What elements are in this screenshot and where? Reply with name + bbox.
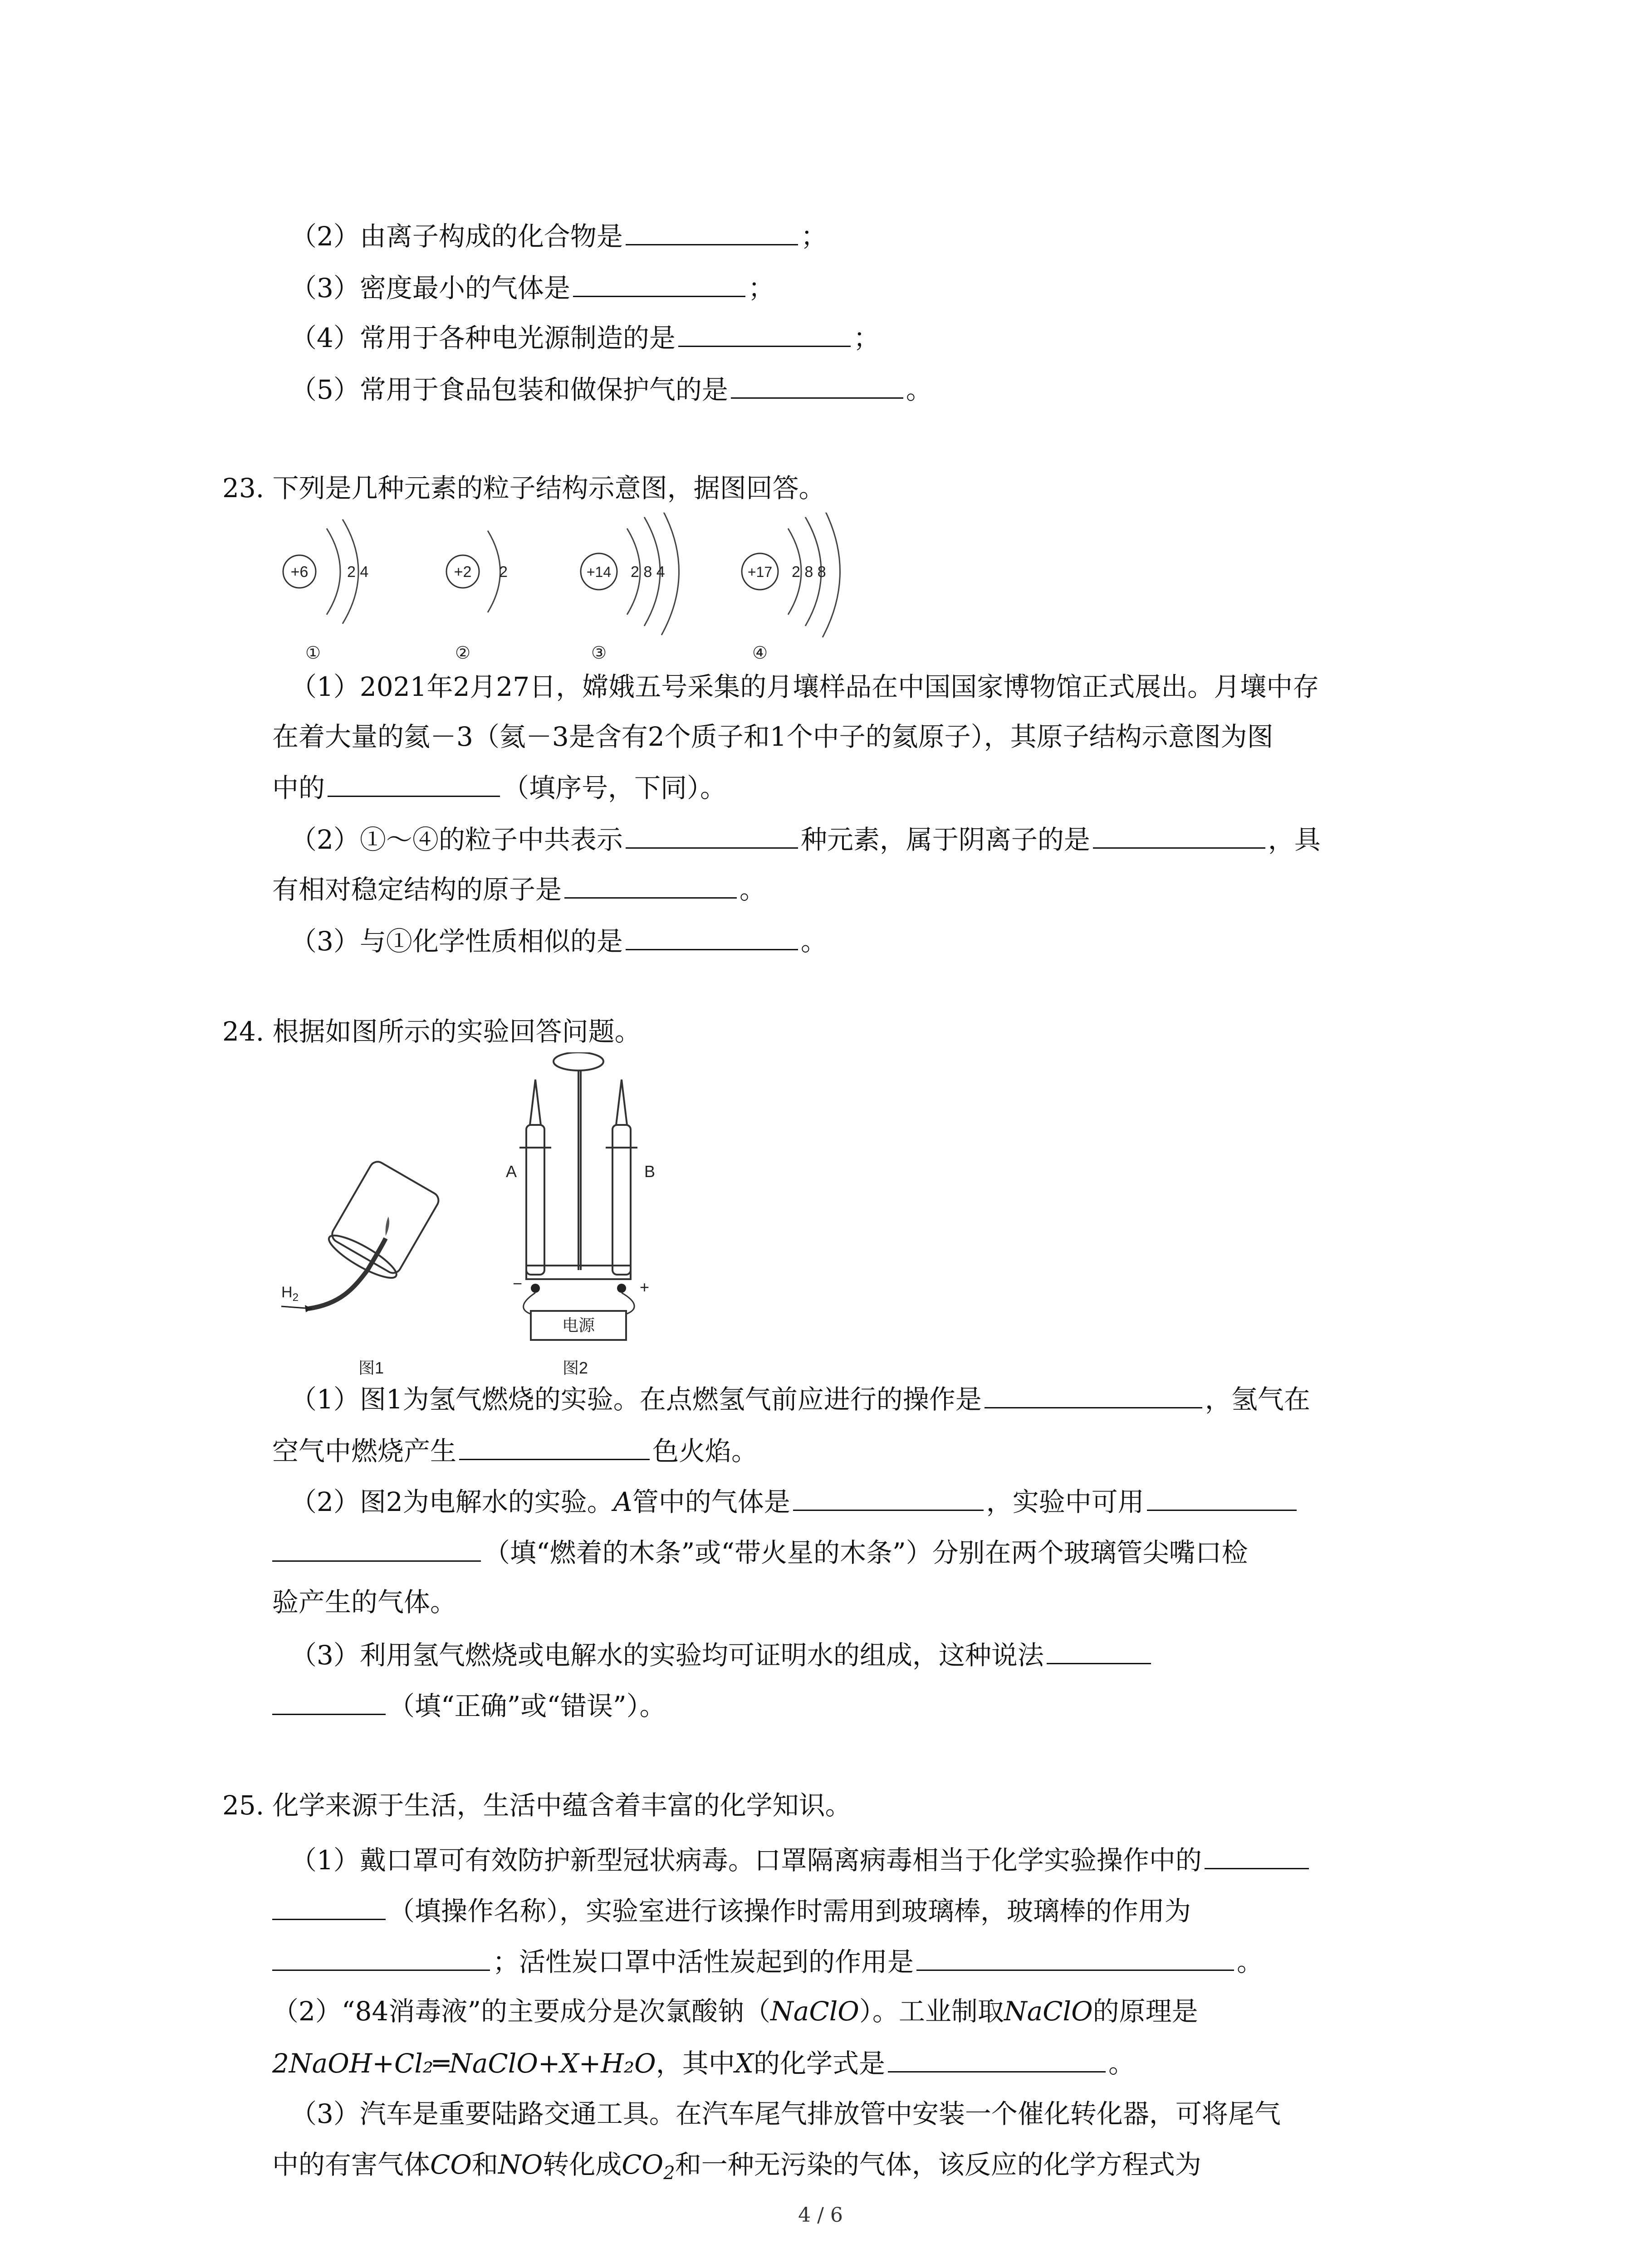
q25-part1-line2 [272,1892,1191,1929]
formula-co: CO [430,2149,472,2180]
q24-part2-line3: 验产生的气体。 [272,1587,457,1618]
q22-part4 [290,318,880,356]
q23-part3-end: 。 [800,926,827,957]
answer-blank[interactable] [328,768,500,797]
figure2-caption: 图2 [563,1359,588,1377]
formula-naclo-2: NaClO [1004,1996,1093,2027]
q25-part3-text-c: 转化成 [543,2149,622,2180]
formula-co2: $CO_2$ [622,2149,675,2184]
q22-part2-end: ； [800,221,827,252]
answer-blank[interactable] [626,820,798,849]
q25-part3-text-d: 和一种无污染的气体，该反应的化学方程式为 [675,2149,1201,2180]
q24-part1-end: 色火焰。 [652,1436,758,1466]
q22-part4-end: ； [853,323,880,353]
unknown-x: X [735,2048,754,2079]
q22-part2-text: （2）由离子构成的化合物是 [290,221,623,252]
answer-blank[interactable] [626,922,798,950]
electron-shells: 2 4 [347,563,369,581]
q25-part1-text-c: ；活性炭口罩中活性炭起到的作用是 [493,1946,914,1977]
atom-structure-diagrams [272,513,907,676]
atom-diagram-1 [283,519,368,624]
answer-blank[interactable] [626,217,798,245]
answer-blank[interactable] [272,1942,490,1971]
atom-label-4: ④ [752,644,768,663]
q24-part1-text: （1）图1为氢气燃烧的实验。在点燃氢气前应进行的操作是 [290,1384,982,1415]
q25-part2-text-b: ）。工业制取 [859,1996,1004,2027]
gas-label: $H_2$ [281,1284,299,1304]
q24-part3-line2 [272,1686,666,1724]
q24-part2-text-d: （填“燃着的木条”或“带火星的木条”）分别在两个玻璃管尖嘴口检 [484,1537,1248,1568]
reaction-equation: 2NaOH+Cl₂═NaClO+X+H₂O [272,2048,656,2079]
q25-stem: 25. 化学来源于生活，生活中蕴含着丰富的化学知识。 [222,1790,852,1821]
answer-blank[interactable] [678,318,851,347]
q24-part3-line1 [290,1636,1154,1673]
q25-part2-text: （2）“84消毒液”的主要成分是次氯酸钠（ [272,1996,771,2027]
flame-icon [386,1217,389,1236]
q25-part1-line3 [272,1942,1263,1980]
answer-blank[interactable] [573,269,745,297]
answer-blank[interactable] [564,870,737,899]
q24-part1-line1 [290,1380,1310,1418]
figure2-electrolysis [506,1052,655,1377]
atom-diagram-3 [581,513,679,635]
q25-part3-text-b: 和 [471,2149,498,2180]
tube-b-label: B [644,1162,656,1181]
q25-part3-line1: （3）汽车是重要陆路交通工具。在汽车尾气排放管中安装一个催化转化器，可将尾气 [290,2098,1281,2129]
q22-part3 [290,269,774,306]
figure1-caption: 图1 [358,1359,384,1377]
answer-blank[interactable] [916,1942,1234,1971]
q22-part5-text: （5）常用于食品包装和做保护气的是 [290,374,728,405]
atom-label-3: ③ [591,644,607,663]
q25-part1-line1 [290,1841,1312,1878]
q23-part2-text-b: 种元素，属于阴离子的是 [800,824,1090,855]
q24-part2-line1 [290,1482,1299,1520]
formula-naclo: NaClO [770,1996,859,2027]
q24-stem: 24. 根据如图所示的实验回答问题。 [222,1016,641,1047]
q23-part2-text-c: ，具 [1268,824,1321,855]
q25-part1-text: （1）戴口罩可有效防护新型冠状病毒。口罩隔离病毒相当于化学实验操作中的 [290,1845,1202,1876]
q23-part2-end: 。 [740,874,766,905]
q24-part3-end: （填“正确”或“错误”）。 [388,1691,666,1721]
answer-blank[interactable] [272,1892,386,1920]
q23-part1-end: （填序号，下同）。 [503,772,727,803]
q23-stem: 23. 下列是几种元素的粒子结构示意图，据图回答。 [222,473,825,503]
q23-part1-text: 中的 [272,772,325,803]
q24-part1-text-b: ，氢气在 [1205,1384,1310,1415]
page-number: 4 / 6 [798,2204,843,2227]
q24-part2-text-c: ，实验中可用 [986,1486,1144,1517]
figure1-hydrogen-burning [281,1159,441,1377]
answer-blank[interactable] [1205,1841,1309,1869]
tube-a-label: A [506,1162,517,1181]
q24-part1-text-c: 空气中燃烧产生 [272,1436,457,1466]
nucleus-charge: +14 [586,564,612,580]
q25-part2-line1 [272,1993,1198,2029]
answer-blank[interactable] [1147,1482,1297,1511]
atom-diagram-4 [742,513,840,637]
q25-part3-line2 [272,2146,1201,2191]
answer-blank[interactable] [793,1482,984,1511]
q22-part2 [290,217,827,254]
experiment-figures [272,1052,726,1379]
answer-blank[interactable] [459,1432,650,1460]
q22-part5 [290,370,932,408]
electron-shells: 2 8 4 [631,563,665,581]
q22-part3-text: （3）密度最小的气体是 [290,273,570,303]
q24-part2-line2 [272,1533,1248,1571]
answer-blank[interactable] [1093,820,1265,849]
nucleus-charge: +2 [454,563,472,581]
q23-part2-text: （2）①～④的粒子中共表示 [290,824,623,855]
q25-part3-text: 中的有害气体 [272,2149,431,2180]
q22-part4-text: （4）常用于各种电光源制造的是 [290,323,676,353]
q25-part2-line2 [272,2044,1135,2082]
answer-blank[interactable] [985,1380,1202,1408]
q24-part1-line2 [272,1432,758,1469]
q25-part1-text-b: （填操作名称），实验室进行该操作时需用到玻璃棒，玻璃棒的作用为 [388,1896,1191,1926]
nucleus-charge: +6 [290,563,309,581]
plus-label: + [640,1278,650,1296]
q25-part2-text-c: 的原理是 [1092,1996,1198,2027]
q24-part3-text: （3）利用氢气燃烧或电解水的实验均可证明水的组成，这种说法 [290,1640,1044,1671]
q25-part2-text-d: ，其中 [656,2048,735,2079]
answer-blank[interactable] [888,2044,1106,2072]
q25-part2-text-e: 的化学式是 [754,2048,886,2079]
q23-part2-text-d: 有相对稳定结构的原子是 [272,874,562,905]
formula-no: NO [498,2149,543,2180]
atom-diagram-2 [446,531,508,612]
q23-part1-line3 [272,768,726,806]
answer-blank[interactable] [731,370,903,399]
funnel-icon [554,1052,603,1070]
power-label: 电源 [562,1316,595,1334]
atom-label-2: ② [455,644,471,663]
q25-part2-end: 。 [1108,2048,1135,2079]
q24-part2-text: （2）图2为电解水的实验。 [290,1486,613,1517]
q23-part2-line1 [290,820,1321,858]
q24-part2-text-b: 管中的气体是 [632,1486,790,1517]
answer-blank[interactable] [1047,1636,1151,1664]
q23-part3 [290,922,827,959]
minus-label: − [513,1274,523,1293]
electron-shells: 2 8 8 [792,563,826,581]
q23-part2-line2 [272,870,766,908]
q24-tube-a-ref: A [613,1486,632,1517]
nucleus-charge: +17 [747,564,773,580]
q23-part3-text: （3）与①化学性质相似的是 [290,926,623,957]
q25-part1-end: 。 [1237,1946,1264,1977]
q22-part5-end: 。 [906,374,932,405]
atom-label-1: ① [305,644,321,663]
electron-shells: 2 [499,563,508,581]
q23-part1-line1: （1）2021年2月27日，嫦娥五号采集的月壤样品在中国国家博物馆正式展出。月壤中存 [290,671,1319,702]
q22-part3-end: ； [748,273,774,303]
answer-blank[interactable] [272,1686,386,1715]
answer-blank[interactable] [272,1533,481,1562]
q23-part1-line2: 在着大量的氦－3（氦－3是含有2个质子和1个中子的氦原子），其原子结构示意图为图 [272,721,1274,752]
